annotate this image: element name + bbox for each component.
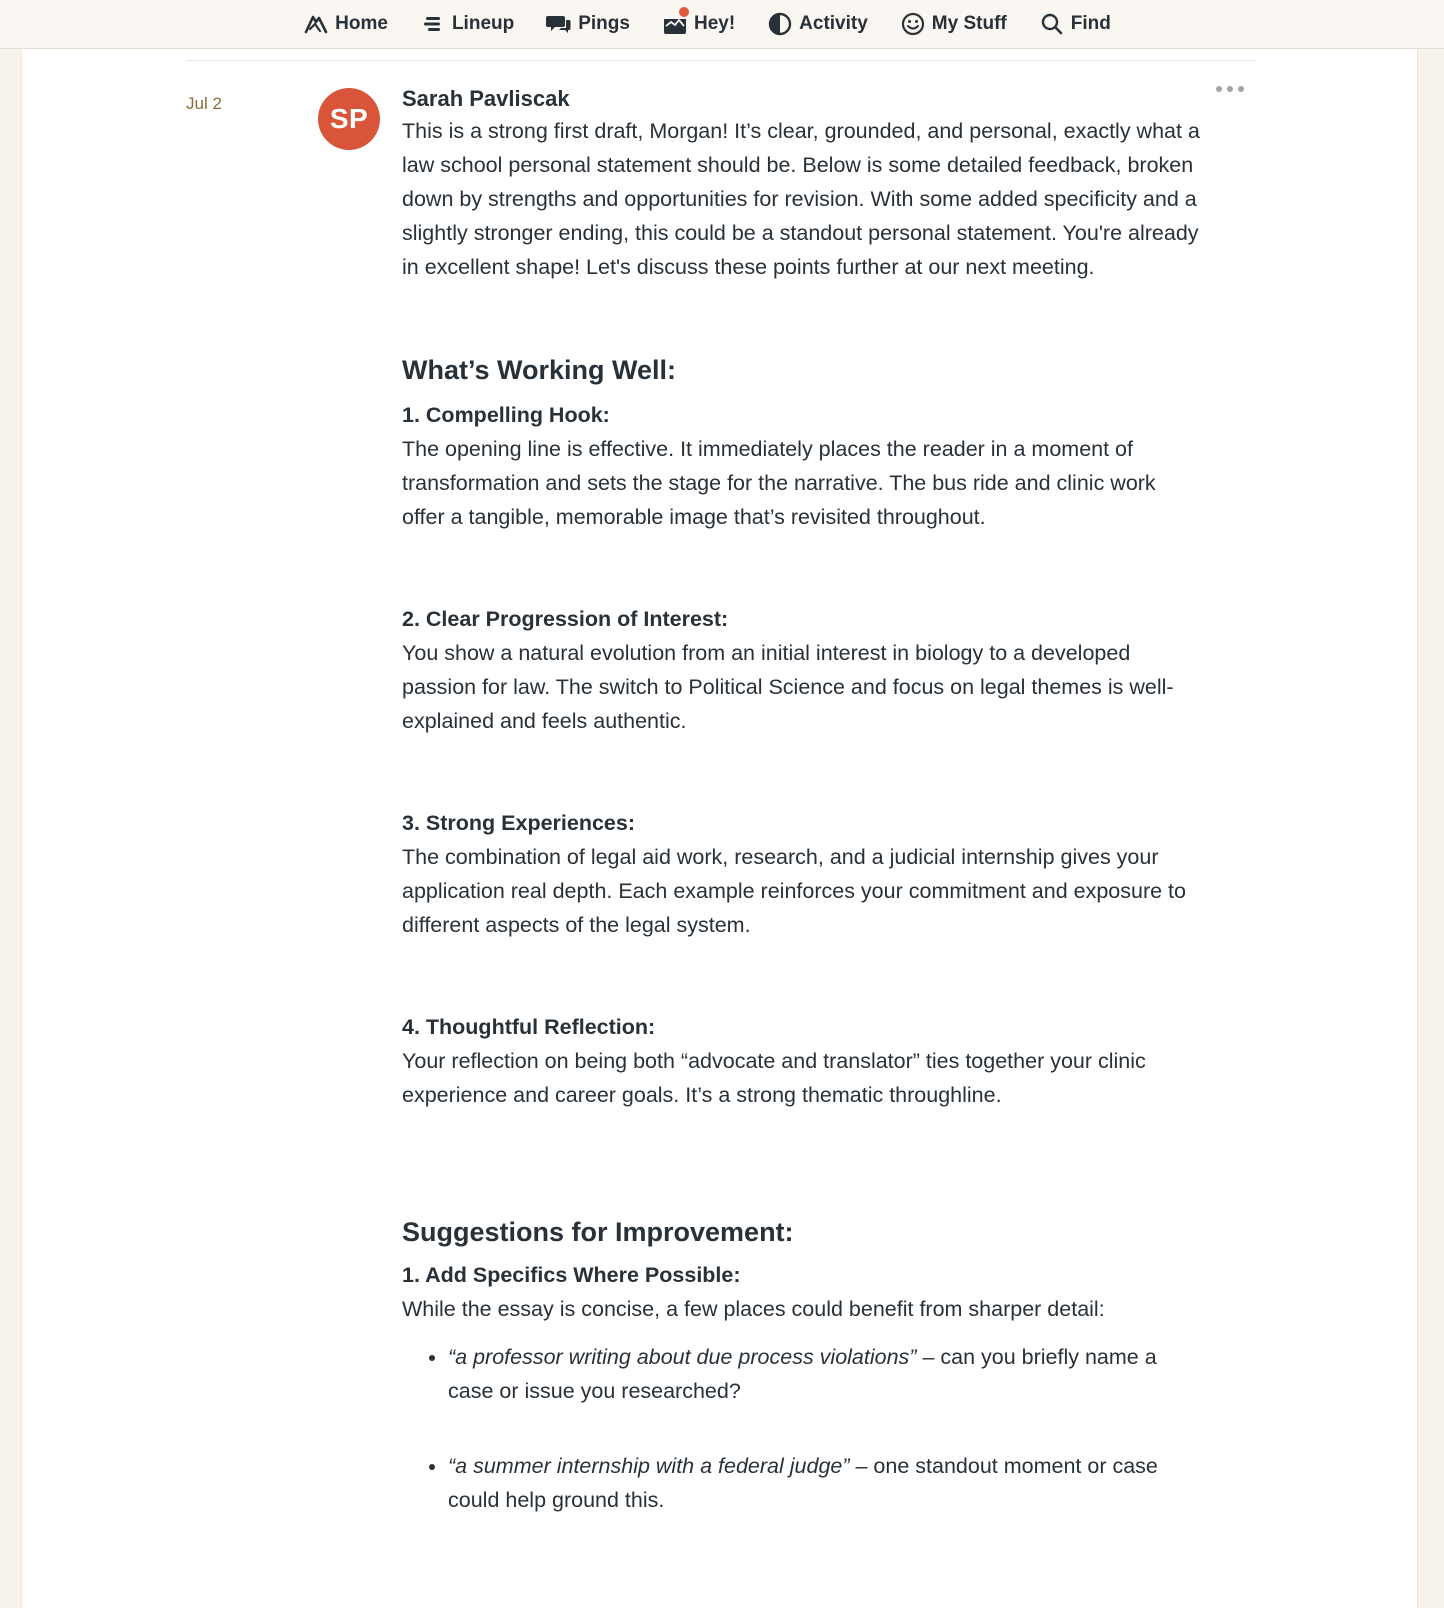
top-navigation	[0, 0, 1444, 49]
basecamp-home-icon	[303, 11, 329, 37]
strength-body: The opening line is effective. It immediately places the reader in a moment of transformation and sets the stage for the narrative. The bus ride and clinic work offer a tangible, memorable image that’s revisited throughout.	[402, 437, 1156, 529]
nav-lineup-label: Lineup	[451, 13, 515, 34]
working-well-heading: What’s Working Well:	[402, 355, 677, 385]
suggestions-heading: Suggestions for Improvement:	[402, 1217, 794, 1247]
bullet-text: – one standout moment or case could help ground this.	[448, 1454, 1158, 1512]
intro-paragraph: This is a strong first draft, Morgan! It’s clear, grounded, and personal, exactly what a law school personal statement should be. Below is some detailed feedback, broken down by strengths and opportunities for revision. With some added specificity and a slightly stronger ending, this could be a standout personal statement. You're already in excellent shape! Let's discuss these points further at our next meeting.	[402, 119, 1200, 279]
smiley-icon	[900, 11, 926, 37]
nav-activity-label: Activity	[799, 13, 868, 34]
divider	[186, 60, 1256, 61]
search-icon	[1039, 11, 1065, 37]
nav-pings-label: Pings	[578, 13, 630, 34]
more-options-button[interactable]	[1216, 82, 1244, 96]
hey-inbox-icon	[662, 11, 688, 37]
author-name[interactable]: Sarah Pavliscak	[402, 86, 570, 111]
nav-find[interactable]	[1039, 11, 1111, 37]
strength-title: 1. Compelling Hook:	[402, 403, 610, 427]
nav-activity[interactable]	[767, 11, 868, 37]
list-item	[448, 1449, 1202, 1517]
comment-sheet	[22, 48, 1417, 1608]
nav-my-stuff[interactable]	[900, 11, 1007, 37]
ellipsis-dot-icon	[1227, 86, 1233, 92]
nav-items	[303, 11, 1111, 37]
nav-lineup[interactable]	[420, 11, 514, 37]
activity-icon	[767, 11, 793, 37]
ellipsis-dot-icon	[1238, 86, 1244, 92]
strength-title: 3. Strong Experiences:	[402, 811, 635, 835]
list-item	[448, 1340, 1202, 1408]
strength-body: Your reflection on being both “advocate and translator” ties together your clinic experience and career goals. It’s a strong thematic throughline.	[402, 1049, 1146, 1107]
nav-hey-label: Hey!	[693, 13, 736, 34]
comment-content	[402, 84, 1202, 1517]
pings-chat-icon	[546, 11, 572, 37]
quote-text: “a summer internship with a federal judge”	[448, 1454, 850, 1478]
strength-title: 4. Thoughtful Reflection:	[402, 1015, 656, 1039]
quote-text: “a professor writing about due process violations”	[448, 1345, 917, 1369]
comment-date[interactable]: Jul 2	[186, 94, 222, 113]
strength-body: The combination of legal aid work, research, and a judicial internship gives your application real depth. Each example reinforces your commitment and exposure to different aspects of the legal system.	[402, 845, 1186, 937]
nav-pings[interactable]	[546, 11, 630, 37]
bullet-text: – can you briefly name a case or issue you researched?	[448, 1345, 1157, 1403]
suggestion-bullets	[402, 1340, 1202, 1517]
notification-dot	[679, 7, 689, 17]
nav-home[interactable]	[303, 11, 388, 37]
lineup-icon	[420, 11, 446, 37]
strength-body: You show a natural evolution from an initial interest in biology to a developed passion for law. The switch to Political Science and focus on legal themes is well-explained and feels authentic.	[402, 641, 1174, 733]
suggestion-title: 1. Add Specifics Where Possible:	[402, 1263, 741, 1287]
suggestion-body: While the essay is concise, a few places could benefit from sharper detail:	[402, 1297, 1105, 1321]
nav-find-label: Find	[1070, 13, 1111, 34]
ellipsis-dot-icon	[1216, 86, 1222, 92]
nav-home-label: Home	[335, 13, 388, 34]
nav-my-stuff-label: My Stuff	[931, 13, 1007, 34]
strength-title: 2. Clear Progression of Interest:	[402, 607, 729, 631]
nav-hey[interactable]	[662, 11, 735, 37]
avatar[interactable]: SP	[318, 88, 380, 150]
